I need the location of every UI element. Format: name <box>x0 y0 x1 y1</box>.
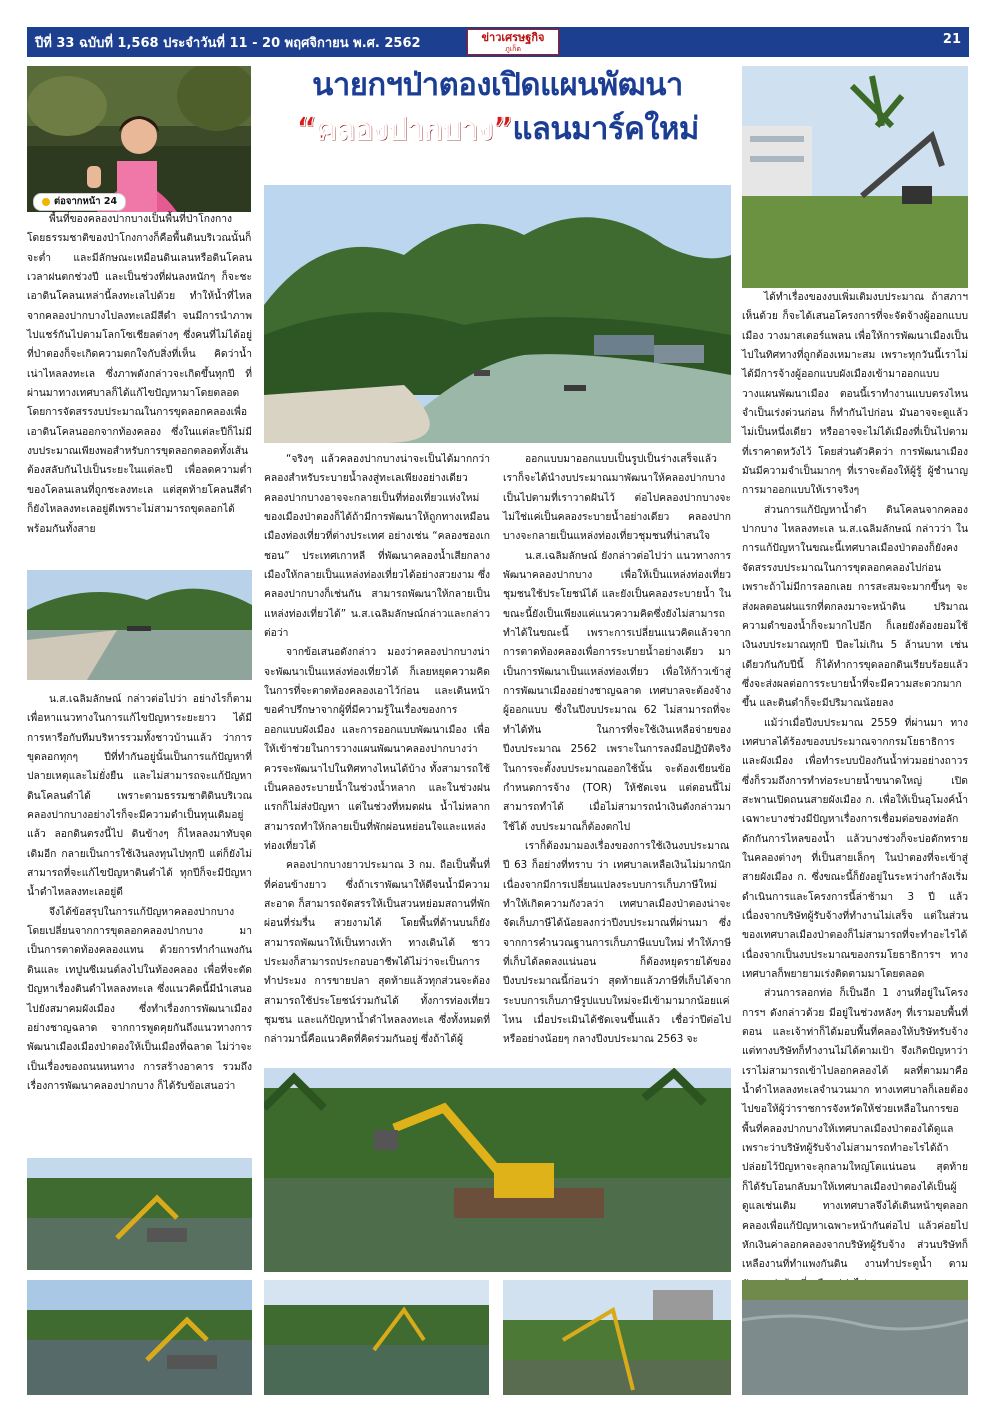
headline-blue-part: แลนมาร์คใหม่ <box>512 111 699 147</box>
main-canal-photo <box>264 185 731 443</box>
continued-from-badge: ต่อจากหน้า 24 <box>33 193 126 211</box>
headline-line-2 <box>264 107 731 151</box>
paragraph: น.ส.เฉลิมลักษณ์ กล่าวต่อไปว่า อย่างไรก็ตาม เพื่อหาแนวทางในการแก้ไขปัญหาระยะยาว ได้มีการหารือกับทีมบริหารรวมทั้งชาวบ้านแล้ว ว่าการขุดลอกทุกๆ ปีที่ทำกันอยู่นั้นเป็นการแก้ปัญหาที่ปลายเหตุและไม่ยั่งยืน และไม่สามารถจะแก้ปัญหาดินโคลนดำได้ เพราะตามธรรมชาติดินบริเวณคลองปากบางอย่างไรก็จะมีความดำเป็นทุนเดิมอยู่แล้ว ลอกดินตรงนี้ไป ดินข้างๆ ก็ไหลลงมาทับจุดเดิมอีก กลายเป็นการใช้เงินลงทุนไปทุกปี แต่ก็ยังไม่สามารถที่จะแก้ไขปัญหาดินดำได้ ทุกปีก็จะมีปัญหาน้ำดำไหลลงทะเลอยู่ดี <box>27 693 252 899</box>
paragraph: จากข้อเสนอดังกล่าว มองว่าคลองปากบางน่าจะพัฒนาเป็นแหล่งท่องเที่ยวได้ ก็เลยหยุดความคิดในการที่จะตาดท้องคลองเอาไว้ก่อน และเดินหน้าขอคำปรึกษาจากผู้ที่มีความรู้ในเรื่องของการออกแบบผังเมือง และการออกแบบพัฒนาเมือง เพื่อให้เข้าช่วยในการวางแผนพัฒนาคลองปากบางว่าควรจะพัฒนาไปในทิศทางไหนได้บ้าง ทั้งสามารถใช้เป็นคลองระบายน้ำในช่วงน้ำหลาก และในช่วงฝนแรกก็ไม่ส่งปัญหา แต่ในช่วงที่หมดฝน น้ำไม่หลากสามารถทำให้กลายเป็นที่พักผ่อนหย่อนใจและแหล่งท่องเที่ยวได้ <box>264 646 490 852</box>
paragraph: ได้ทำเรื่องของงบเพิ่มเติมงบประมาณ ถ้าสภาฯ เห็นด้วย ก็จะได้เสนอโครงการที่จะจัดจ้างผู้ออกแบบเมือง วางมาสเตอร์แพลน เพื่อให้การพัฒนาเมืองเป็นไปในทิศทางที่ถูกต้องเหมาะสม เพราะทุกวันนี้เราไม่ได้มีการจ้างผู้ออกแบบผังเมืองเข้ามาออกแบบวางแผนพัฒนาเมือง ตอนนี้เราทำงานแบบตรงไหนจำเป็นเร่งด่วนก่อน ก็ทำกันไปก่อน มันอาจจะดูแล้วไม่เป็นหนึ่งเดียว หรืออาจจะไม่ได้เมืองที่เป็นไปตามที่เราคาดหวังไว้ โดยส่วนตัวคิดว่า การพัฒนาเมืองมันมีความจำเป็นมากๆ ที่เราจะต้องให้ผู้รู้ ผู้ชำนาญการมาออกแบบให้เราจริงๆ <box>742 291 968 497</box>
dredging-photo-top-right <box>742 66 968 288</box>
long-reach-excavator-photo <box>503 1280 731 1395</box>
headline <box>264 63 731 181</box>
text-column-4 <box>742 288 968 1294</box>
headline-red-part: “คลองปากบาง” <box>296 111 513 147</box>
paragraph: คลองปากบางยาวประมาณ 3 กม. ถือเป็นพื้นที่ที่ค่อนข้างยาว ซึ่งถ้าเราพัฒนาให้ดีจนน้ำมีความสะอาด ก็สามารถจัดสรรให้เป็นสวนหย่อมสถานที่พักผ่อนที่ร่มรื่น สวยงามได้ โดยพื้นที่ด้านบนก็ยังสามารถพัฒนาให้เป็นทางเท้า ทางเดินได้ ชาวประมงก็สามารถประกอบอาชีพได้ไม่ว่าจะเป็นการทำประมง การขายปลา สุดท้ายแล้วทุกส่วนจะต้องสามารถใช้ประโยชน์ร่วมกันได้ ทั้งการท่องเที่ยว ชุมชน และแก้ปัญหาน้ำดำไหลลงทะเล ซึ่งทั้งหมดที่กล่าวมานี้คือแนวคิดที่คิดร่วมกันอยู่ ซึ่งถ้าได้ผู้ <box>264 859 490 1046</box>
text-column-1-bottom <box>27 690 252 1096</box>
headline-line-1: นายกฯป่าตองเปิดแผนพัฒนา <box>312 67 683 103</box>
paragraph: “จริงๆ แล้วคลองปากบางน่าจะเป็นได้มากกว่าคลองสำหรับระบายน้ำลงสู่ทะเลเพียงอย่างเดียว คลองปากบางอาจจะกลายเป็นที่ท่องเที่ยวแห่งใหม่ของเมืองป่าตองก็ได้ถ้ามีการพัฒนาให้ถูกทางเหมือนเมืองท่องเที่ยวที่ต่างประเทศ อย่างเช่น “คลองชองเกชอน” ประเทศเกาหลี ที่พัฒนาคลองน้ำเสียกลางเมืองให้กลายเป็นแหล่งท่องเที่ยวได้อย่างสวยงาม ซึ่งคลองปากบางก็เช่นกัน สามารถพัฒนาให้กลายเป็นแหล่งท่องเที่ยวได้” น.ส.เฉลิมลักษณ์กล่าวและกล่าวต่อว่า <box>264 453 490 640</box>
issue-info: ปีที่ 33 ฉบับที่ 1,568 ประจำวันที่ 11 - 20 พฤศจิกายน พ.ศ. 2562 <box>35 36 421 51</box>
masthead-logo <box>467 29 559 55</box>
excavator-barge-photo <box>264 1068 731 1272</box>
excavator-photo-bottom-center <box>264 1280 489 1395</box>
page-header-bar <box>27 27 969 57</box>
text-column-2 <box>264 450 490 1050</box>
paragraph: จึงได้ข้อสรุปในการแก้ปัญหาคลองปากบาง โดยเปลี่ยนจากการขุดลอกคลองปากบาง มาเป็นการตาดท้องคลองแทน ด้วยการทำกำแพงกันดินและ เทปูนซีเมนต์ลงไปในท้องคลอง เพื่อที่จะตัดปัญหาเรื่องดินดำไหลลงทะเล ซึ่งแนวคิดนี้มีนำเสนอไปยังสมาคมผังเมือง ซึ่งทำเรื่องการพัฒนาเมืองอย่างชาญฉลาด จากการพูดคุยกันถึงแนวทางการพัฒนาเมืองเมืองป่าตองให้เป็นเมืองที่ฉลาด ไม่ว่าจะเป็นเรื่องของถนนหนทาง การสร้างอาคาร รวมถึงเรื่องการพัฒนาคลองปากบาง ก็ได้รับข้อเสนอว่า <box>27 905 252 1092</box>
page-number: 21 <box>942 32 961 47</box>
paragraph: น.ส.เฉลิมลักษณ์ ยังกล่าวต่อไปว่า แนวทางการพัฒนาคลองปากบาง เพื่อให้เป็นแหล่งท่องเที่ยว ชุมชนใช้ประโยชน์ได้ และยังเป็นคลองระบายน้ำ ในขณะนี้ยังเป็นเพียงแค่แนวความคิดซึ่งยังไม่สามารถทำได้ในขณะนี้ เพราะการเปลี่ยนแนวคิดแล้วจากการตาดท้องคลองเพื่อการระบายน้ำอย่างเดียว มาเป็นการพัฒนาเป็นแหล่งท่องเที่ยว เพื่อให้ก้าวเข้าสู่การพัฒนาเมืองอย่างชาญฉลาด เทศบาลจะต้องจ้างผู้ออกแบบ ซึ่งในปีงบประมาณ 62 ไม่สามารถที่จะทำได้ทัน ในการที่จะใช้เงินเหลือจ่ายของปีงบประมาณ 2562 เพราะในการลงมือปฏิบัติจริง ในการจะตั้งงบประมาณออกใช้นั้น จะต้องเขียนข้อกำหนดการจ้าง (TOR) ให้ชัดเจน แต่ตอนนี้ไม่สามารถทำได้ เมื่อไม่สามารถนำเงินดังกล่าวมาใช้ได้ งบประมาณก็ต้องตกไป <box>503 549 731 833</box>
dredger-photo-left-2 <box>27 1280 252 1395</box>
paragraph: ส่วนการลอกท่อ ก็เป็นอีก 1 งานที่อยู่ในโครงการฯ ดังกล่าวด้วย มีอยู่ในช่วงหลังๆ ที่เรามอบพื้นที่ตอน และเจ้าท่าก็ได้มอบพื้นที่คลองให้บริษัทรับจ้างแต่ทางบริษัทก็ทำงานไม่ได้ตามเป้า จึงเกิดปัญหาว่าเราไม่สามารถเข้าไปลอกคลองได้ ผลที่ตามมาคือ น้ำดำไหลลงทะเลจำนวนมาก ทางเทศบาลก็เลยต้องไปขอให้ผู้ว่าราชการจังหวัดให้ช่วยเหลือในการขอพื้นที่คลองปากบางให้เทศบาลเมืองป่าตองได้ดูแล เพราะว่าบริษัทผู้รับจ้างไม่สามารถทำอะไรได้ถ้าปล่อยไว้ปัญหาจะลุกลามใหญ่โตแน่นอน สุดท้ายก็ได้รับโอนกลับมาให้เทศบาลเมืองป่าตองได้เป็นผู้ดูแลเช่นเดิม ทางเทศบาลจึงได้เดินหน้าขุดลอกคลองเพื่อแก้ปัญหาเฉพาะหน้ากันต่อไป แล้วค่อยไปหักเงินค่าลอกคลองจากบริษัทผู้รับจ้าง ส่วนบริษัทก็เหลืองานที่ทำแพงกันดิน งานทำประตูน้ำ ตาม <box>742 987 968 1271</box>
text-column-1-top <box>27 210 252 539</box>
dredger-photo-left-1 <box>27 1158 252 1270</box>
portrait-photo <box>27 66 251 212</box>
paragraph: ส่วนการแก้ปัญหาน้ำดำ ดินโคลนจากคลองปากบาง ไหลลงทะเล น.ส.เฉลิมลักษณ์ กล่าวว่า ในการแก้ปัญหาในขณะนี้เทศบาลเมืองป่าตองก็ยังคงจัดสรรงบประมาณในการขุดลอกคลองไปก่อน เพราะถ้าไม่มีการลอกเลย การสะสมจะมากขึ้นๆ จะส่งผลตอนฝนแรกที่ตกลงมาจะหน้าดิน ปริมาณความดำของน้ำก็จะมากไปอีก ก็เลยยังต้องยอมใช้เงินงบประมาณทุกปี ปีละไม่เกิน 5 ล้านบาท เช่นเดียวกันกับปีนี้ ก็ได้ทำการขุดลอกดินเรียบร้อยแล้ว ซึ่งจะส่งผลต่อการระบายน้ำที่จะมีความสะดวกมากขึ้น และดินดำก็จะมีปริมาณน้อยลง <box>742 503 968 710</box>
masthead-title: ข่าวเศรษฐกิจ <box>481 31 545 44</box>
canal-boat-photo-left <box>27 570 252 680</box>
paragraph: ออกแบบมาออกแบบเป็นรูปเป็นร่างเสร็จแล้ว เราก็จะได้นำงบประมาณมาพัฒนาให้คลองปากบางเป็นไปตามที่เราวาดฝันไว้ ต่อไปคลองปากบางจะไม่ใช่แค่เป็นคลองระบายน้ำอย่างเดียว คลองปากบางจะกลายเป็นแหล่งท่องเที่ยวชุมชนที่น่าสนใจ <box>503 453 731 543</box>
text-column-3 <box>503 450 731 1050</box>
canal-water-photo <box>742 1280 968 1395</box>
paragraph: เราก็ต้องมามองเรื่องของการใช้เงินงบประมาณปี 63 ก็อย่างที่ทราบ ว่า เทศบาลเหลือเงินไม่มากนัก เนื่องจากมีการเปลี่ยนแปลงระบบการเก็บภาษีใหม่ ทำให้เกิดความกังวลว่า เทศบาลเมืองป่าตองน่าจะจัดเก็บภาษีได้น้อยลงกว่าปีงบประมาณที่ผ่านมา ซึ่งจากการคำนวณฐานการเก็บภาษีแบบใหม่ ทำให้ภาษีที่เก็บได้ลดลงแน่นอน ก็ต้องหยุดรายได้ของปีงบประมาณนี้ก่อนว่า สุดท้ายแล้วภาษีที่เก็บได้จากระบบการเก็บภาษีรูปแบบใหม่จะมีเข้ามามากน้อยแค่ไหน เมื่อประเมินได้ชัดเจนขึ้นแล้ว เชื่อว่าปีต่อไปหรืออย่างน้อยๆ กลางปีงบประมาณ 2563 จะ <box>503 839 731 1046</box>
paragraph: พื้นที่ของคลองปากบางเป็นพื้นที่ป่าโกงกาง โดยธรรมชาติของป่าโกงกางก็คือพื้นดินบริเวณนั้นก็จะต่ำ และมีลักษณะเหมือนดินเลนหรือดินโคลน เวลาฝนตกช่วงปี และเป็นช่วงที่ฝนลงหนักๆ ก็จะชะเอาดินโคลนเหล่านี้ลงทะเลไปด้วย ทำให้น้ำที่ไหลจากคลองปากบางไปลงทะเลมีสีดำ จนมีการนำภาพไปแชร์กันไปตามโลกโซเชียลต่างๆ ซึ่งคนที่ไม่ได้อยู่ที่ป่าตองก็จะเกิดความตกใจกับสิ่งที่เห็น คิดว่าน้ำเน่าไหลลงทะเล ซึ่งภาพดังกล่าวจะเกิดขึ้นทุกปี ที่ผ่านมาทางเทศบาลก็ได้แก้ไขปัญหามาโดยตลอด โดยการจัดสรรงบประมาณในการขุดลอกคลองเพื่อเอาดินโคลนออกจากท้องคลอง ซึ่งในแต่ละปีก็ไม่มีงบประมาณเพียงพอสำหรับการขุดลอกตลอดทั้งเส้น ต้องสลับกันไปเป็นระยะในแต่ละปี เพื่อลดความต่ำของโคลนเลนที่ถูกชะลงทะเล แต่สุดท้ายโคลนสีดำก็ยังไหลลงทะเลอยู่ดีเพราะไม่สามารถขุดลอกได้พร้อมกันทั้งสาย <box>27 213 252 535</box>
bullet-dot-icon <box>42 198 50 206</box>
masthead-subtitle: ภูเก็ต <box>505 45 521 53</box>
paragraph: แม้ว่าเมื่อปีงบประมาณ 2559 ที่ผ่านมา ทางเทศบาลได้ร้องของบประมาณจากกรมโยธาธิการและผังเมือง เพื่อทำระบบป้องกันน้ำท่วมอย่างถาวร ซึ่งก็รวมถึงการทำท่อระบายน้ำขนาดใหญ่ เปิดสะพานเปิดถนนสายผังเมือง ก. เพื่อให้เป็นอุโมงค์น้ำเฉพาะบางช่วงมีปัญหาเรื่องการเชื่อมต่อของท่อลักดักกันการไหลของน้ำ แล้วบางช่วงก็จะบ่อดักทรายในคลองต่างๆ ที่เป็นสายเล็กๆ ในป่าตองที่จะเข้าสู่สายผังเมือง ก. ซึ่งขณะนี้ก็ยังอยู่ในระหว่างกำลังเริ่มดำเนินการและโครงการนี้ล่าช้ามา 3 ปี แล้ว เนื่องจากบริษัทผู้รับจ้างที่ทำงานไม่เสร็จ แต่ในส่วนของเทศบาลเมืองป่าตองก็ไม่สามารถที่จะทำอะไรได้ เนื่องจากเป็นงบประมาณของกรมโยธาธิการฯ ทางเทศบาลก็พยายามเร่งติดตามมาโดยตลอด <box>742 716 968 981</box>
